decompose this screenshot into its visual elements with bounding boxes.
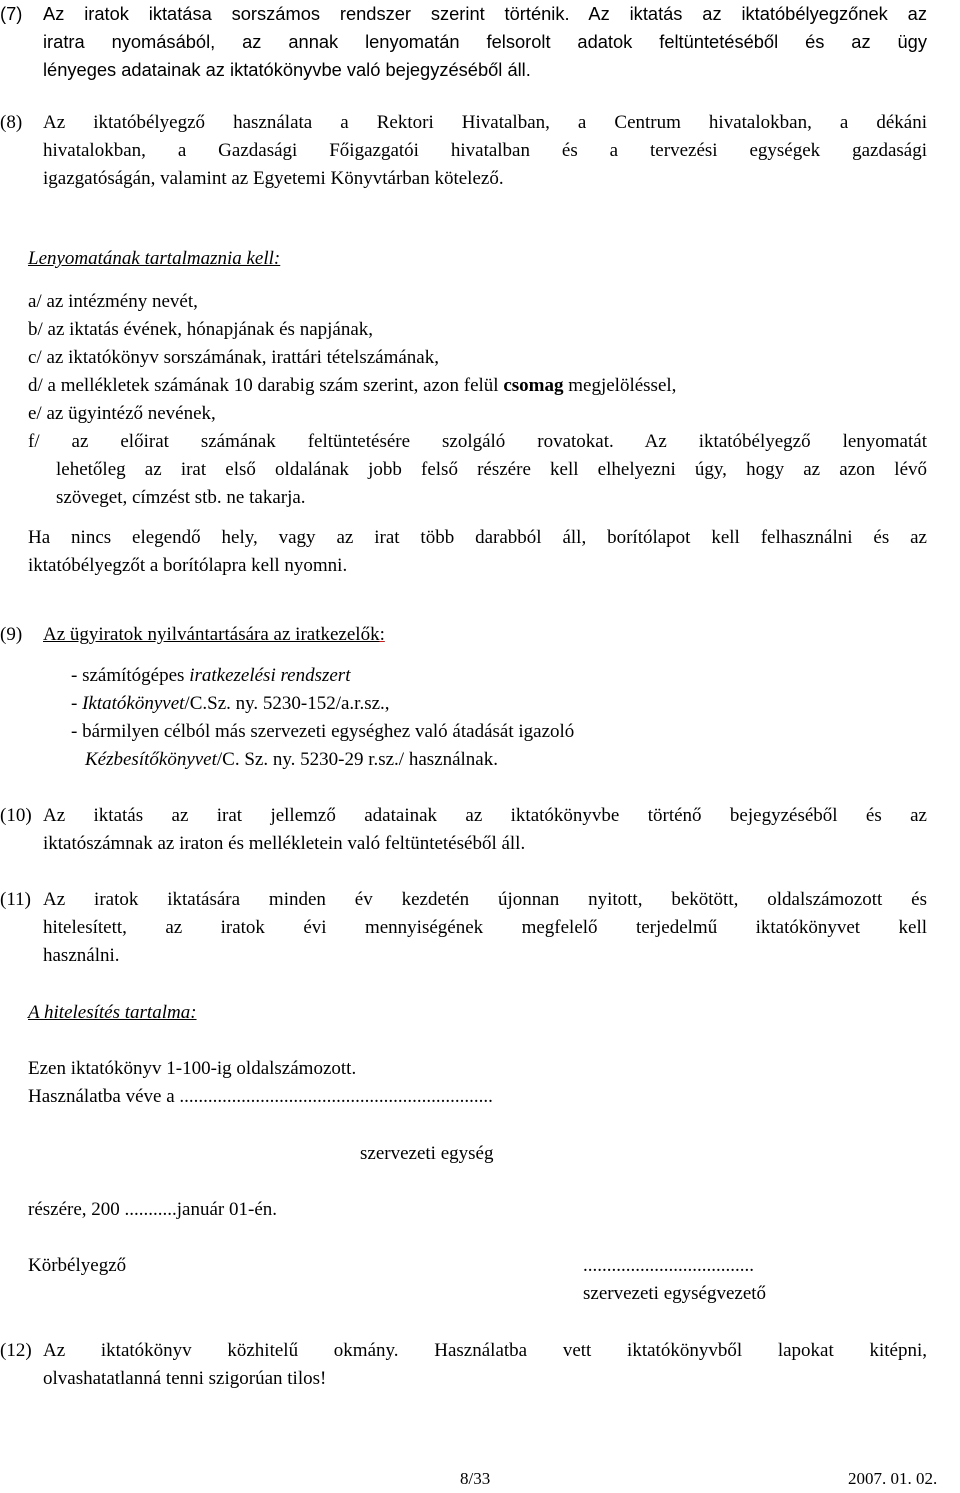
list-item-text: /C. Sz. ny. 5230-29 r.sz./ használnak. [216, 749, 498, 770]
certification-line: Használatba véve a .................................................................. [28, 1086, 493, 1107]
paragraph-number: (12) [0, 1340, 32, 1361]
paragraph-line: hivatalokban, a Gazdasági Főigazgatói hivatalban és a tervezési egységek gazdasági [43, 140, 927, 161]
bold-term: csomag [503, 375, 564, 396]
paragraph-line: olvashatatlanná tenni szigorúan tilos! [43, 1368, 327, 1389]
paragraph-line: Az iratok iktatása sorszámos rendszer szerint történik. Az iktatás az iktatóbélyegzőnek az [43, 3, 927, 24]
signature-line: .................................... [583, 1255, 754, 1276]
paragraph-line: hitelesített, az iratok évi mennyiségének megfelelő terjedelmű iktatókönyvet kell [43, 917, 927, 938]
certification-line: részére, 200 ...........január 01-én. [28, 1199, 278, 1220]
paragraph-line: Az iratok iktatására minden év kezdetén újonnan nyitott, bekötött, oldalszámozott és [43, 889, 927, 910]
signature-caption: szervezeti egységvezető [583, 1283, 767, 1304]
list-item-text: megjelöléssel, [563, 375, 677, 396]
heading-text: Az ügyiratok nyilvántartására az iratkezelők [43, 624, 380, 645]
list-item-text: - számítógépes [71, 665, 190, 686]
list-item-text: d/ a mellékletek számának 10 darabig szám szerint, azon felül [28, 375, 504, 396]
paragraph-number: (9) [0, 624, 23, 645]
paragraph-number: (10) [0, 805, 32, 826]
italic-term: Iktatókönyvet [82, 693, 185, 714]
paragraph-line: iktatóbélyegzőt a borítólapra kell nyomni. [28, 555, 348, 576]
list-item: - bármilyen célból más szervezeti egységhez való átadását igazoló [71, 721, 575, 742]
list-item [28, 372, 676, 400]
certification-line: Ezen iktatókönyv 1-100-ig oldalszámozott. [28, 1058, 357, 1079]
section-heading: Lenyomatának tartalmaznia kell: [28, 248, 281, 269]
list-item [71, 690, 390, 718]
list-item [71, 662, 350, 690]
list-item: e/ az ügyintéző nevének, [28, 403, 216, 424]
italic-term: iratkezelési rendszert [189, 665, 351, 686]
paragraph-line: Az iktatás az irat jellemző adatainak az iktatókönyvbe történő bejegyzéséből és az [43, 805, 927, 826]
paragraph-number: (11) [0, 889, 31, 910]
heading-colon: : [379, 624, 385, 645]
paragraph-line: lényeges adatainak az iktatókönyvbe való bejegyzéséből áll. [43, 59, 531, 80]
paragraph-line: Ha nincs elegendő hely, vagy az irat több darabból áll, borítólapot kell felhasználni és az [28, 527, 927, 548]
list-item: a/ az intézmény nevét, [28, 291, 198, 312]
list-item-continuation [85, 746, 498, 774]
unit-caption: szervezeti egység [360, 1143, 494, 1164]
list-item-text: /C.Sz. ny. 5230-152/a.r.sz., [184, 693, 390, 714]
paragraph-line: Az iktatókönyv közhitelű okmány. Használatba vett iktatókönyvből lapokat kitépni, [43, 1340, 927, 1361]
list-item: f/ az előirat számának feltüntetésére szolgáló rovatokat. Az iktatóbélyegző lenyomatát [28, 431, 927, 452]
paragraph-line: Az iktatóbélyegző használata a Rektori Hivatalban, a Centrum hivatalokban, a dékáni [43, 112, 927, 133]
paragraph-line: használni. [43, 945, 120, 966]
list-item-continuation: szöveget, címzést stb. ne takarja. [56, 487, 306, 508]
section-heading [43, 621, 385, 649]
paragraph-line: iratra nyomásából, az annak lenyomatán felsorolt adatok feltüntetéséből és az ügy [43, 31, 927, 52]
list-item-continuation: lehetőleg az irat első oldalának jobb felső részére kell elhelyezni úgy, hogy az azon lévő [56, 459, 927, 480]
paragraph-line: igazgatóságán, valamint az Egyetemi Könyvtárban kötelező. [43, 168, 504, 189]
section-heading: A hitelesítés tartalma: [28, 1002, 197, 1023]
paragraph-number: (8) [0, 112, 23, 133]
list-item-text: - [71, 693, 83, 714]
list-item: b/ az iktatás évének, hónapjának és napjának, [28, 319, 374, 340]
paragraph-line: iktatószámnak az iraton és mellékletein való feltüntetéséből áll. [43, 833, 526, 854]
list-item: c/ az iktatókönyv sorszámának, irattári tételszámának, [28, 347, 439, 368]
italic-term: Kézbesítőkönyvet [85, 749, 217, 770]
page-number: 8/33 [460, 1469, 491, 1488]
paragraph-number: (7) [0, 3, 23, 24]
footer-date: 2007. 01. 02. [848, 1469, 938, 1488]
stamp-label: Körbélyegző [28, 1255, 127, 1276]
